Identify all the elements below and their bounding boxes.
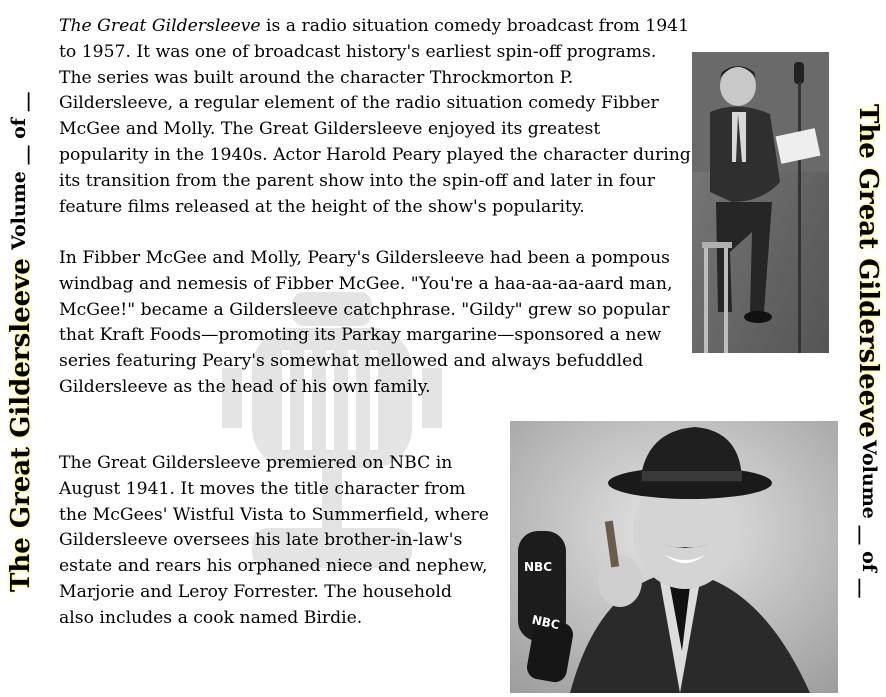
mic-label-nbc-1: NBC: [524, 560, 552, 574]
left-spine-volume: Volume __ of __: [8, 92, 30, 250]
man-with-cigar-photo: [510, 421, 838, 693]
show-title-italic: The Great Gildersleeve: [59, 16, 261, 36]
right-spine-title: The Great Gildersleeve: [853, 104, 883, 438]
premiere-paragraph: The Great Gildersleeve premiered on NBC in August 1941. It moves the title character from the McGees' Wistful Vista to Summerfield, where Gildersleeve oversees his late brother-in-law's estate and rears his orphaned niece and nephew, Marjorie and Leroy Forrester. The household also includes a cook named Birdie.: [59, 453, 489, 628]
history-paragraph: In Fibber McGee and Molly, Peary's Gildersleeve had been a pompous windbag and nemesis of Fibber McGee. "You're a haa-aa-aa-aard man, McGee!" became a Gildersleeve catchphrase. "Gildy" grew so popular that Kraft Foods—promoting its Parkay margarine—sponsored a new series featuring Peary's somewhat mellowed and always befuddled Gildersleeve as the head of his own family.: [59, 248, 673, 397]
intro-paragraph: [59, 14, 691, 220]
left-spine-title: The Great Gildersleeve: [6, 258, 36, 592]
mic-label-nbc-2: NBC: [530, 612, 561, 633]
seated-man-photo: [692, 52, 829, 353]
intro-paragraph-text: is a radio situation comedy broadcast from 1941 to 1957. It was one of broadcast history's earliest spin-off programs. The series was built around the character Throckmorton P. Gildersleeve, a regular element of the radio situation comedy Fibber McGee and Molly. The Great Gildersleeve enjoyed its greatest popularity in the 1940s. Actor Harold Peary played the character during its transition from the parent show into the spin-off and later in four feature films released at the height of the show's popularity.: [59, 16, 691, 217]
right-spine-volume: Volume __ of __: [858, 440, 880, 598]
